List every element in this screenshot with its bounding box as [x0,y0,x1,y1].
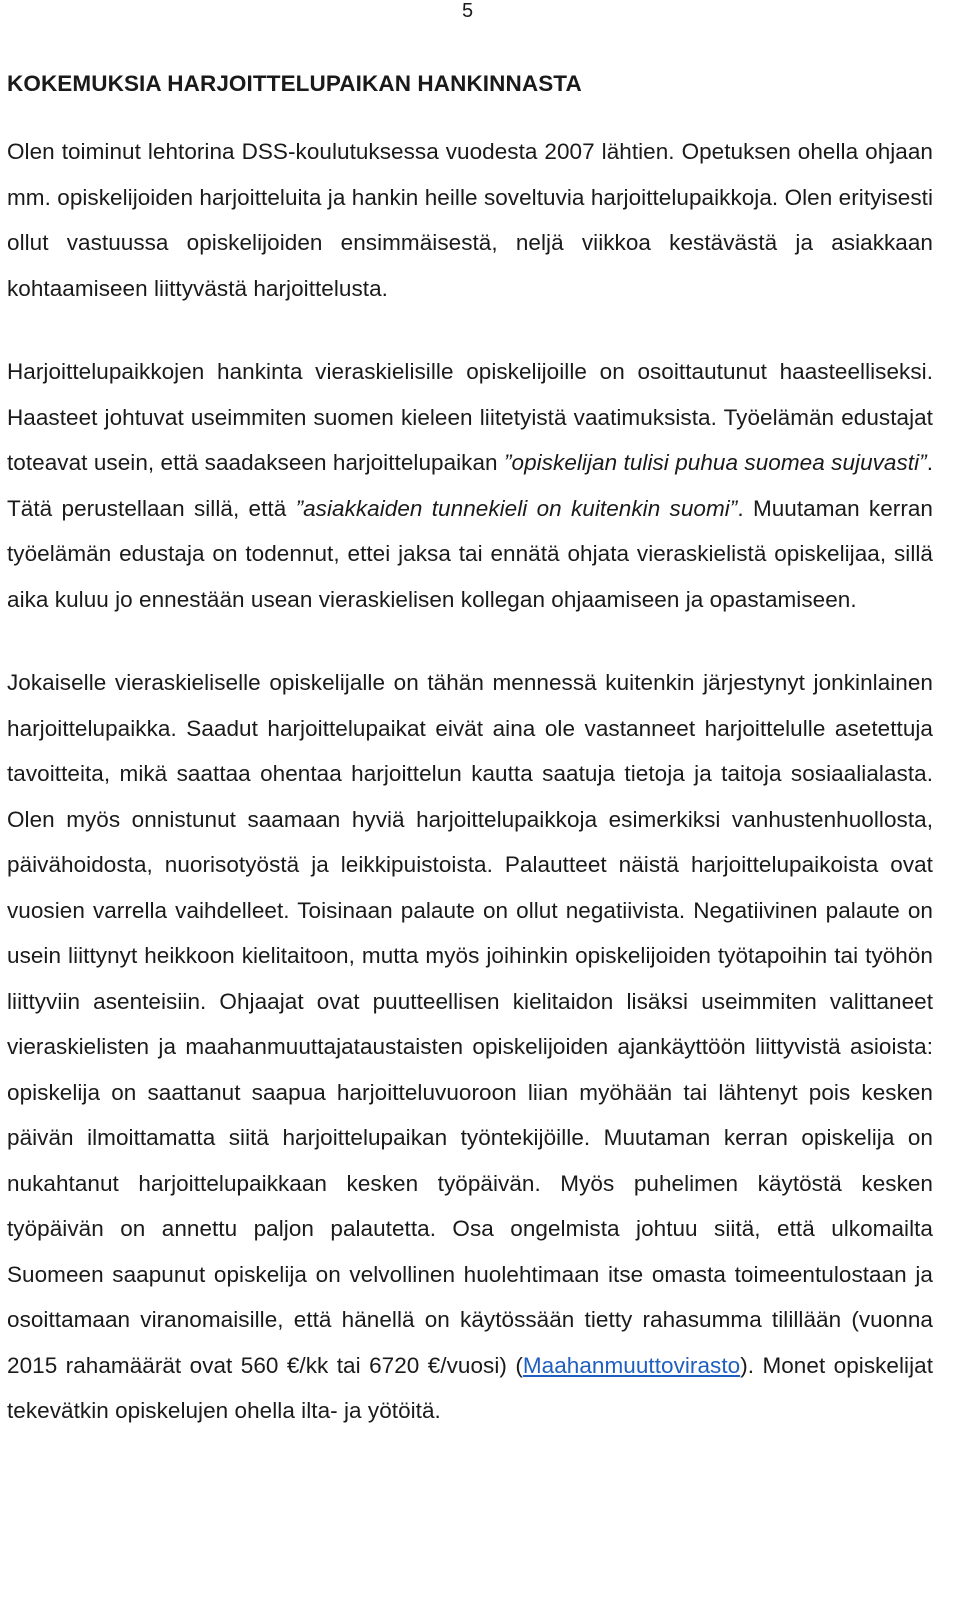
paragraph-challenges-text-b: . Tätä perustellaan sillä, että [7,450,933,521]
document-body [7,62,933,1434]
quote-emotional-language: ”asiakkaiden tunnekieli on kuitenkin suomi” [295,495,738,521]
maahanmuuttovirasto-link[interactable]: Maahanmuuttovirasto [522,1352,741,1378]
paragraph-experiences-text-b: ). Monet opiskelijat tekevätkin opiskelujen ohella ilta- ja yötöitä. [7,1352,933,1423]
paragraph-challenges-text-c: . Muutaman kerran työelämän edustaja on todennut, ettei jaksa tai ennätä ohjata vieraskielistä opiskelijaa, sillä aika kuluu jo ennestään usean vieraskielisen kollegan ohjaamiseen ja opastamiseen. [7,495,933,612]
section-heading: KOKEMUKSIA HARJOITTELUPAIKAN HANKINNASTA [7,71,582,96]
paragraph-experiences-text-a: Jokaiselle vieraskieliselle opiskelijalle on tähän mennessä kuitenkin järjestynyt jonkinlainen harjoittelupaikka. Saadut harjoittelupaikat eivät aina ole vastanneet harjoittelulle asetettuja tavoitteita, mikä saattaa ohentaa harjoittelun kautta saatuja tietoja ja taitoja sosiaalialasta. Olen myös onnistunut saamaan hyviä harjoittelupaikkoja esimerkiksi vanhustenhuollosta, päivähoidosta, nuorisotyöstä ja leikkipuistoista. Palautteet näistä harjoittelupaikoista ovat vuosien varrella vaihdelleet. Toisinaan palaute on ollut negatiivista. Negatiivinen palaute on usein liittynyt heikkoon kielitaitoon, mutta myös joihinkin opiskelijoiden työtapoihin tai työhön liittyviin asenteisiin. Ohjaajat ovat puutteellisen kielitaidon lisäksi useimmiten valittaneet vieraskielisten ja maahanmuuttajataustaisten opiskelijoiden ajankäyttöön liittyvistä asioista: opiskelija on saattanut saapua harjoitteluvuoroon liian myöhään tai lähtenyt pois kesken päivän ilmoittamatta siitä harjoittelupaikan työntekijöille. Muutaman kerran opiskelija on nukahtanut harjoittelupaikkaan kesken työpäivän. Myös puhelimen käytöstä kesken työpäivän on annettu paljon palautetta. Osa ongelmista johtuu siitä, että ulkomailta Suomeen saapunut opiskelija on velvollinen huolehtimaan itse omasta toimeentulostaan ja osoittamaan viranomaisille, että hänellä on käytössään tietty rahasumma tilillään (vuonna 2015 rahamäärät ovat 560 €/kk tai 6720 €/vuosi) ( [7,670,933,1378]
paragraph-challenges-text-a: Harjoittelupaikkojen hankinta vieraskielisille opiskelijoille on osoittautunut haasteelliseksi. Haasteet johtuvat useimmiten suomen kieleen liitetyistä vaatimuksista. Työelämän edustajat toteavat usein, että saadakseen harjoittelupaikan [7,359,933,475]
page-number: 5 [462,0,474,22]
paragraph-intro: Olen toiminut lehtorina DSS-koulutuksessa vuodesta 2007 lähtien. Opetuksen ohella ohjaan mm. opiskelijoiden harjoitteluita ja hankin heille soveltuvia harjoittelupaikkoja. Olen erityisesti ollut vastuussa opiskelijoiden ensimmäisestä, neljä viikkoa kestävästä ja asiakkaan kohtaamiseen liittyvästä harjoittelusta. [7,139,933,301]
quote-fluent-finnish: ”opiskelijan tulisi puhua suomea sujuvasti” [504,450,927,475]
paragraph-challenges [7,349,933,622]
paragraph-experiences [7,660,933,1434]
